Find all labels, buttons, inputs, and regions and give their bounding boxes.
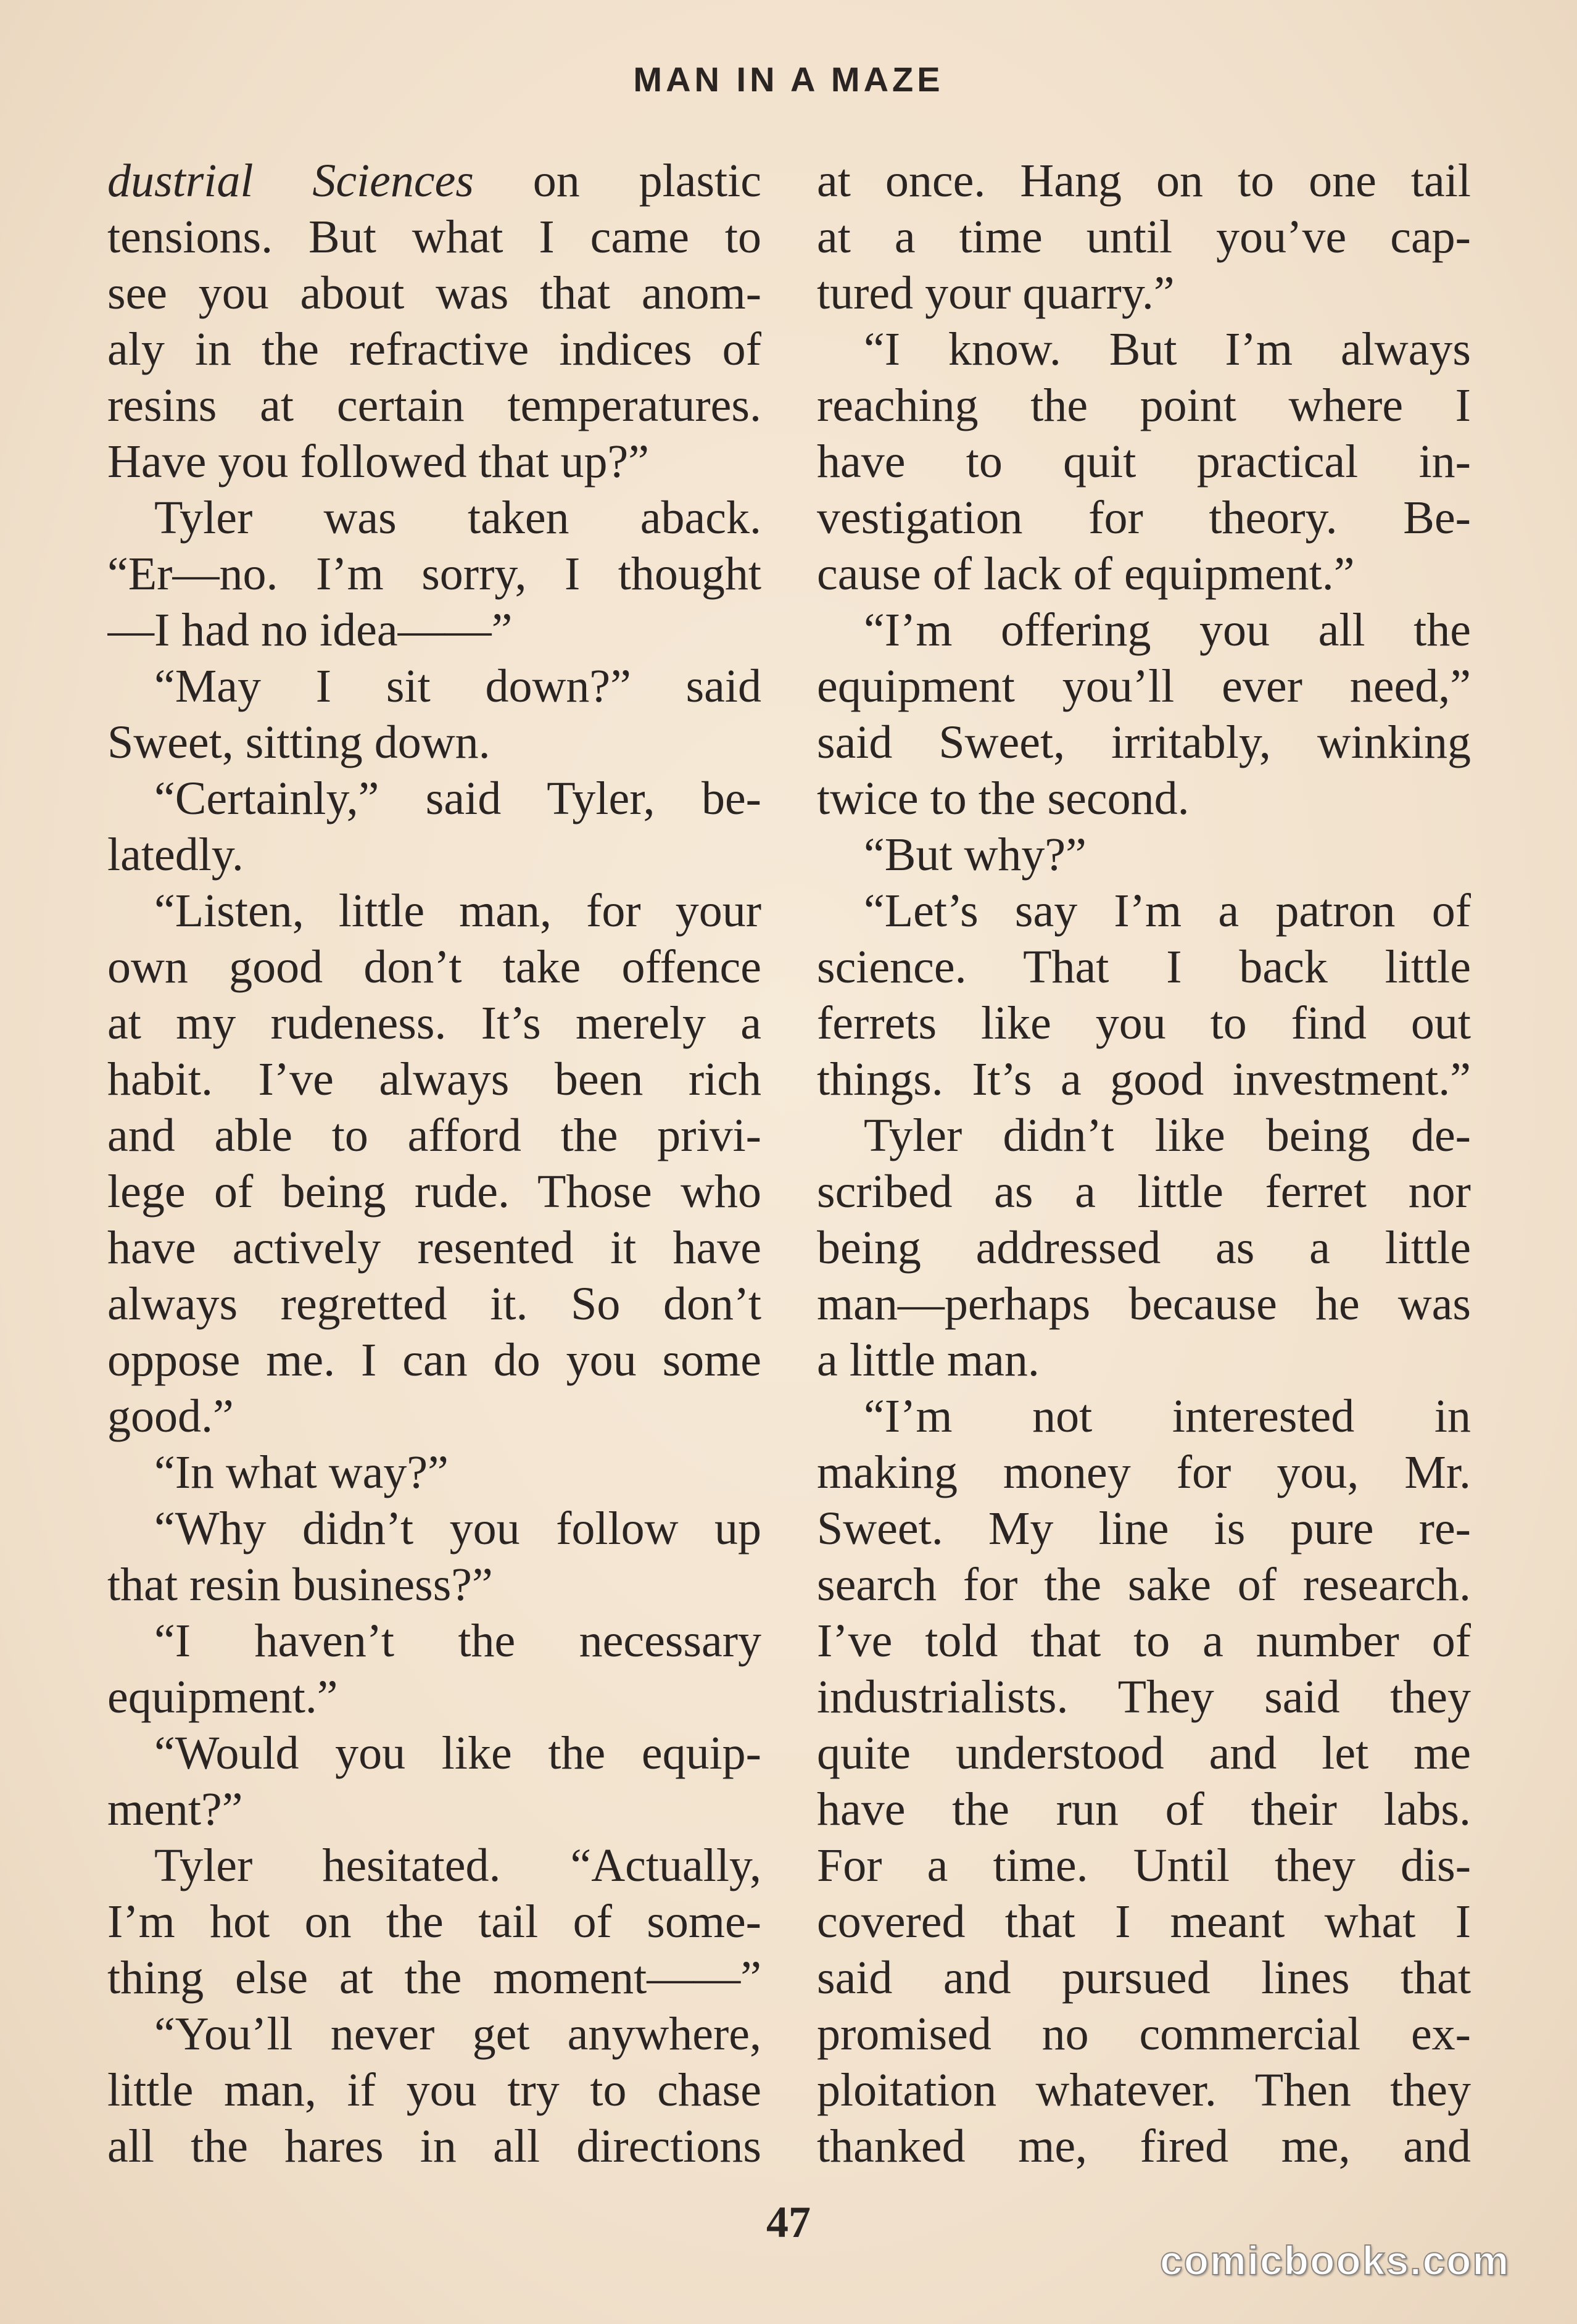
text-line: vestigation for theory. Be- — [817, 492, 1471, 544]
text-line: tured your quarry.” — [817, 267, 1175, 319]
text-line: quite understood and let me — [817, 1727, 1471, 1779]
text-line: “Er—no. I’m sorry, I thought — [107, 548, 761, 600]
text-line: “Certainly,” said Tyler, be- — [154, 773, 761, 824]
text-line: said and pursued lines that — [817, 1952, 1471, 2004]
text-line: oppose me. I can do you some — [107, 1334, 761, 1386]
italic-text: dustrial Sciences — [107, 155, 474, 207]
running-title: MAN IN A MAZE — [633, 60, 944, 99]
text-line: ferrets like you to find out — [817, 997, 1471, 1049]
text-line: cause of lack of equipment.” — [817, 548, 1355, 600]
text-line: thanked me, fired me, and — [817, 2120, 1471, 2172]
text-line: Sweet. My line is pure re- — [817, 1503, 1471, 1554]
text-line: own good don’t take offence — [107, 941, 761, 993]
text-line: see you about was that anom- — [107, 267, 761, 319]
text-line: habit. I’ve always been rich — [107, 1053, 761, 1105]
text-line: good.” — [107, 1390, 234, 1442]
text-line: “You’ll never get anywhere, — [154, 2008, 761, 2060]
text-line: Sweet, sitting down. — [107, 716, 490, 768]
text-line: always regretted it. So don’t — [107, 1278, 761, 1330]
text-line: making money for you, Mr. — [817, 1446, 1471, 1498]
text-line: all the hares in all directions — [107, 2120, 761, 2172]
text-line: promised no commercial ex- — [817, 2008, 1471, 2060]
page-number: 47 — [766, 2197, 811, 2247]
text-line: “Let’s say I’m a patron of — [864, 885, 1471, 937]
text-line: equipment.” — [107, 1671, 338, 1723]
text-line: industrialists. They said they — [817, 1671, 1471, 1723]
text-line: “In what way?” — [154, 1446, 449, 1498]
text-line: “Would you like the equip- — [154, 1727, 761, 1779]
text-line: being addressed as a little — [817, 1222, 1471, 1274]
text-line: Have you followed that up?” — [107, 436, 649, 488]
text-line: For a time. Until they dis- — [817, 1840, 1471, 1891]
text-line: Tyler was taken aback. — [154, 492, 761, 544]
text-line: at my rudeness. It’s merely a — [107, 997, 761, 1049]
text-line: “I haven’t the necessary — [154, 1615, 761, 1667]
text-line: man—perhaps because he was — [817, 1278, 1471, 1330]
watermark-logo: comicbooks.com — [1160, 2238, 1510, 2283]
text-line: ploitation whatever. Then they — [817, 2064, 1471, 2116]
text-line: “I know. But I’m always — [864, 323, 1471, 375]
text-line: lege of being rude. Those who — [107, 1166, 761, 1218]
text-line: twice to the second. — [817, 773, 1190, 824]
text-line: search for the sake of research. — [817, 1559, 1471, 1611]
text-line: “Why didn’t you follow up — [154, 1503, 761, 1554]
text-line: “Listen, little man, for your — [154, 885, 761, 937]
text-line: —I had no idea——” — [107, 604, 513, 656]
text-line: scribed as a little ferret nor — [817, 1166, 1471, 1218]
text-line: that resin business?” — [107, 1559, 493, 1611]
text-line: dustrial Sciences on plastic — [107, 155, 761, 207]
text-line: reaching the point where I — [817, 380, 1471, 431]
right-text-column — [817, 153, 1471, 2175]
text-line: little man, if you try to chase — [107, 2064, 761, 2116]
text-line: latedly. — [107, 829, 244, 881]
text-line: at a time until you’ve cap- — [817, 211, 1471, 263]
text-line: “I’m offering you all the — [864, 604, 1471, 656]
text-line: equipment you’ll ever need,” — [817, 660, 1471, 712]
text-line: “I’m not interested in — [864, 1390, 1471, 1442]
left-text-column — [107, 153, 761, 2175]
text-line: Tyler didn’t like being de- — [864, 1110, 1471, 1161]
text-line: covered that I meant what I — [817, 1896, 1471, 1948]
text-line: “But why?” — [864, 829, 1087, 881]
text-line: aly in the refractive indices of — [107, 323, 761, 375]
text-line: I’ve told that to a number of — [817, 1615, 1471, 1667]
text-line: have the run of their labs. — [817, 1783, 1471, 1835]
text-line: tensions. But what I came to — [107, 211, 761, 263]
text-line: ment?” — [107, 1783, 243, 1835]
text-line: things. It’s a good investment.” — [817, 1053, 1471, 1105]
text-line: I’m hot on the tail of some- — [107, 1896, 761, 1948]
text-line: science. That I back little — [817, 941, 1471, 993]
text-line: thing else at the moment——” — [107, 1952, 761, 2004]
text-line: said Sweet, irritably, winking — [817, 716, 1471, 768]
text-line: at once. Hang on to one tail — [817, 155, 1471, 207]
text-line: “May I sit down?” said — [154, 660, 761, 712]
text-line: a little man. — [817, 1334, 1040, 1386]
text-line: have actively resented it have — [107, 1222, 761, 1274]
text-line: have to quit practical in- — [817, 436, 1471, 488]
text-line: Tyler hesitated. “Actually, — [154, 1840, 761, 1891]
text-line: and able to afford the privi- — [107, 1110, 761, 1161]
text-line: resins at certain temperatures. — [107, 380, 761, 431]
